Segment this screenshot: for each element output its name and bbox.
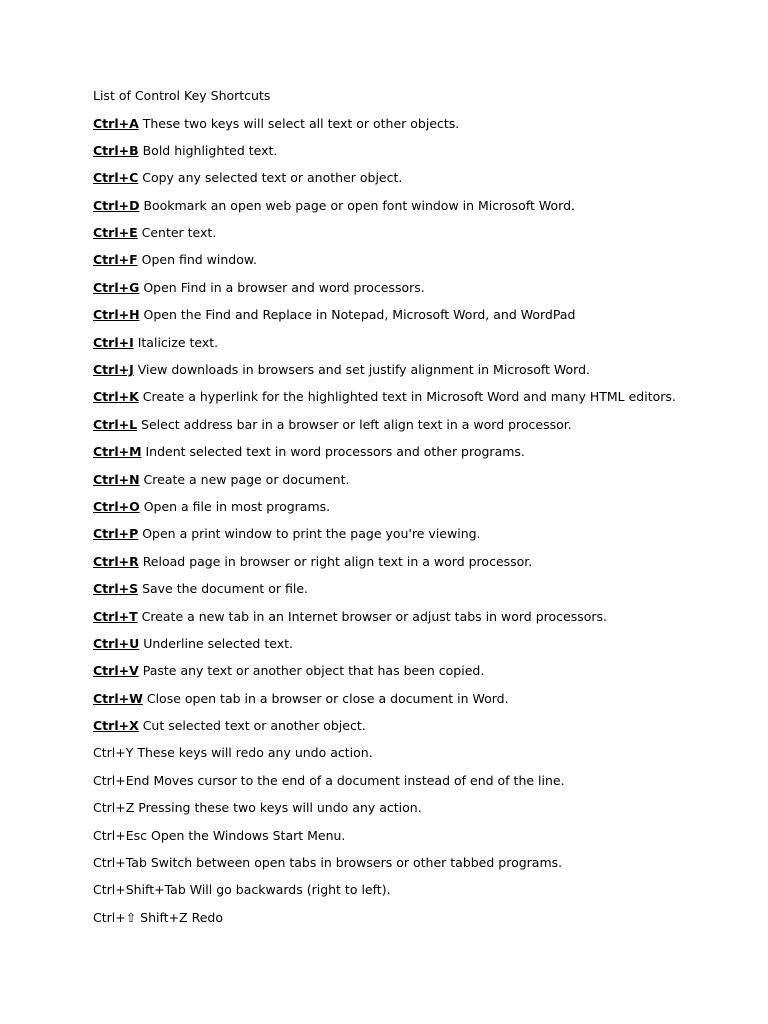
shortcut-key: Ctrl+E xyxy=(93,225,138,241)
shortcut-row xyxy=(93,251,733,268)
shortcut-row xyxy=(93,909,733,926)
shortcut-description: Select address bar in a browser or left align text in a word processor. xyxy=(141,416,572,432)
shortcut-row xyxy=(93,635,733,652)
shortcut-row xyxy=(93,388,733,405)
shortcut-description: View downloads in browsers and set justify alignment in Microsoft Word. xyxy=(137,362,591,378)
shortcut-key: Ctrl+W xyxy=(93,690,143,706)
shortcut-row xyxy=(93,471,733,488)
shortcut-row xyxy=(93,553,733,570)
shortcut-key: Ctrl+Y xyxy=(93,745,134,761)
shortcut-list xyxy=(93,115,733,926)
shortcut-description: Italicize text. xyxy=(137,334,219,350)
shortcut-description: Bookmark an open web page or open font window in Microsoft Word. xyxy=(143,197,575,213)
shortcut-description: Moves cursor to the end of a document instead of end of the line. xyxy=(153,772,565,788)
shortcut-key: Ctrl+⇧ Shift+Z xyxy=(93,909,188,925)
shortcut-key: Ctrl+Tab xyxy=(93,855,147,871)
shortcut-row xyxy=(93,279,733,296)
shortcut-description: Switch between open tabs in browsers or other tabbed programs. xyxy=(150,855,563,871)
document-title: List of Control Key Shortcuts xyxy=(93,88,271,103)
shortcut-row xyxy=(93,197,733,214)
shortcut-description: Will go backwards (right to left). xyxy=(189,882,391,898)
shortcut-row xyxy=(93,498,733,515)
shortcut-key: Ctrl+C xyxy=(93,170,139,186)
shortcut-key: Ctrl+B xyxy=(93,142,139,158)
shortcut-key: Ctrl+D xyxy=(93,197,140,213)
shortcut-row xyxy=(93,169,733,186)
document-page xyxy=(93,87,733,936)
shortcut-key: Ctrl+R xyxy=(93,553,139,569)
shortcut-key: Ctrl+Shift+Tab xyxy=(93,882,186,898)
shortcut-row xyxy=(93,580,733,597)
shortcut-row xyxy=(93,690,733,707)
shortcut-description: Open find window. xyxy=(141,252,257,268)
shortcut-key: Ctrl+I xyxy=(93,334,134,350)
shortcut-row xyxy=(93,306,733,323)
shortcut-description: Pressing these two keys will undo any action. xyxy=(138,800,422,816)
shortcut-key: Ctrl+P xyxy=(93,526,139,542)
shortcut-row xyxy=(93,881,733,898)
shortcut-row xyxy=(93,142,733,159)
shortcut-row xyxy=(93,799,733,816)
shortcut-key: Ctrl+M xyxy=(93,444,142,460)
shortcut-key: Ctrl+O xyxy=(93,498,140,514)
shortcut-row xyxy=(93,416,733,433)
shortcut-description: These keys will redo any undo action. xyxy=(137,745,373,761)
shortcut-key: Ctrl+X xyxy=(93,718,139,734)
shortcut-description: Paste any text or another object that has been copied. xyxy=(142,663,485,679)
shortcut-description: Open the Find and Replace in Notepad, Microsoft Word, and WordPad xyxy=(143,307,576,323)
shortcut-key: Ctrl+Z xyxy=(93,800,135,816)
shortcut-row xyxy=(93,224,733,241)
shortcut-description: Center text. xyxy=(141,225,217,241)
shortcut-description: Create a hyperlink for the highlighted text in Microsoft Word and many HTML editors. xyxy=(142,389,676,405)
shortcut-key: Ctrl+F xyxy=(93,252,138,268)
shortcut-row xyxy=(93,443,733,460)
shortcut-description: Create a new page or document. xyxy=(143,471,350,487)
shortcut-key: Ctrl+N xyxy=(93,471,140,487)
shortcut-key: Ctrl+J xyxy=(93,362,134,378)
shortcut-key: Ctrl+H xyxy=(93,307,140,323)
shortcut-key: Ctrl+K xyxy=(93,389,139,405)
shortcut-description: Open a print window to print the page you're viewing. xyxy=(142,526,481,542)
shortcut-row xyxy=(93,717,733,734)
shortcut-key: Ctrl+Esc xyxy=(93,827,147,843)
shortcut-key: Ctrl+T xyxy=(93,608,138,624)
shortcut-description: Save the document or file. xyxy=(142,581,309,597)
shortcut-row xyxy=(93,827,733,844)
shortcut-description: Indent selected text in word processors and other programs. xyxy=(145,444,525,460)
shortcut-row xyxy=(93,744,733,761)
shortcut-description: Reload page in browser or right align text in a word processor. xyxy=(142,553,533,569)
shortcut-description: Bold highlighted text. xyxy=(142,142,278,158)
shortcut-row xyxy=(93,772,733,789)
shortcut-description: These two keys will select all text or other objects. xyxy=(142,115,460,131)
shortcut-key: Ctrl+G xyxy=(93,279,140,295)
shortcut-key: Ctrl+V xyxy=(93,663,139,679)
shortcut-description: Cut selected text or another object. xyxy=(142,718,366,734)
shortcut-description: Underline selected text. xyxy=(143,635,293,651)
shortcut-row xyxy=(93,525,733,542)
shortcut-row xyxy=(93,334,733,351)
shortcut-key: Ctrl+S xyxy=(93,581,139,597)
shortcut-key: Ctrl+L xyxy=(93,416,138,432)
shortcut-description: Copy any selected text or another object. xyxy=(142,170,403,186)
shortcut-row xyxy=(93,608,733,625)
shortcut-description: Open the Windows Start Menu. xyxy=(150,827,346,843)
shortcut-row xyxy=(93,115,733,132)
shortcut-description: Open a file in most programs. xyxy=(143,498,331,514)
shortcut-row xyxy=(93,662,733,679)
shortcut-row xyxy=(93,361,733,378)
shortcut-description: Create a new tab in an Internet browser or adjust tabs in word processors. xyxy=(141,608,608,624)
shortcut-key: Ctrl+A xyxy=(93,115,139,131)
shortcut-row xyxy=(93,854,733,871)
shortcut-key: Ctrl+End xyxy=(93,772,150,788)
shortcut-description: Open Find in a browser and word processors. xyxy=(143,279,425,295)
shortcut-description: Redo xyxy=(191,909,224,925)
shortcut-description: Close open tab in a browser or close a document in Word. xyxy=(146,690,509,706)
shortcut-key: Ctrl+U xyxy=(93,635,140,651)
